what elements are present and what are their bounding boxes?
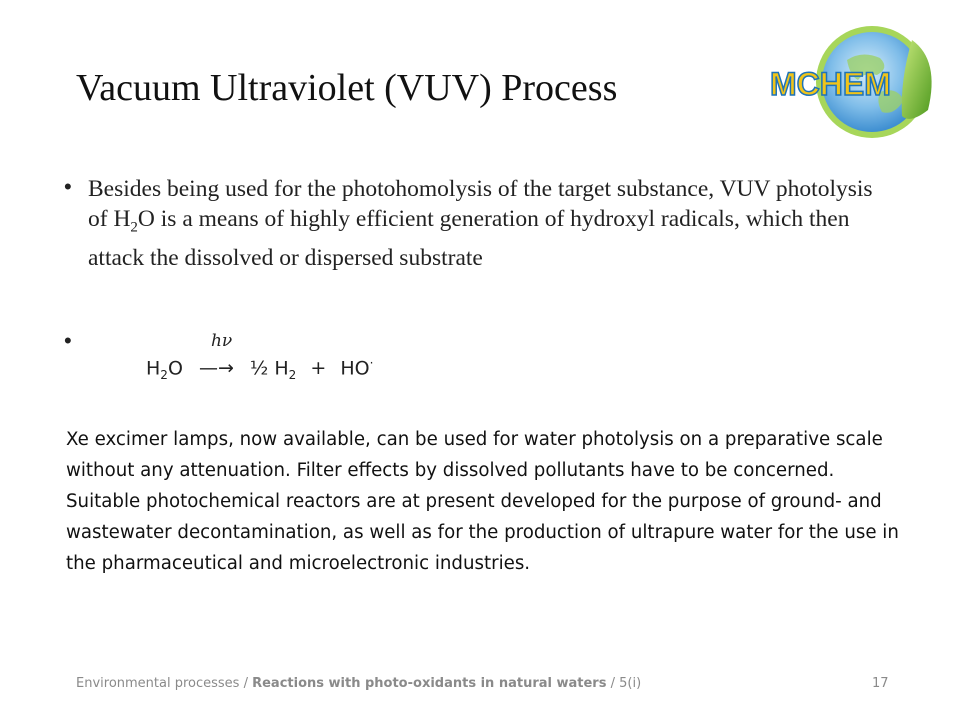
reaction-arrow: hν —→ [198,331,234,380]
bullet-text: Besides being used for the photohomolysis of the target substance, VUV photolysis of $H_2O$ is a means of highly efficient generation of hydroxyl radicals, which then attack the dissolved or dispersed substrate [88,176,873,271]
mchem-logo [762,20,942,148]
bullet-item [64,174,894,273]
bullet-list [64,174,894,273]
reaction-equation: $H_2O$ hν —→ ½ $H_2 + HO^\cdot$ [146,331,374,383]
logo-text: MCHEM [770,66,891,102]
equation-bullet [64,328,464,388]
paragraph-1: Xe excimer lamps, now available, can be used for water photolysis on a preparative scale without any attenuation. Filter effects by dissolved pollutants have to be concerned. [66,429,883,481]
paragraph-2: Suitable photochemical reactors are at present developed for the purpose of ground- and wastewater decontamination, as well as for the production of ultrapure water for the use in the pharmaceutical and microelectronic industries. [66,491,899,574]
photon-label: hν [210,331,233,352]
body-text [66,424,916,579]
bullet-dot: • [64,328,72,353]
page-number: 17 [872,676,889,691]
footer: Environmental processes / Reactions with photo-oxidants in natural waters / 5(i) [76,676,642,691]
slide-title: Vacuum Ultraviolet (VUV) Process [76,67,618,109]
bullet-dot: • [64,174,72,199]
